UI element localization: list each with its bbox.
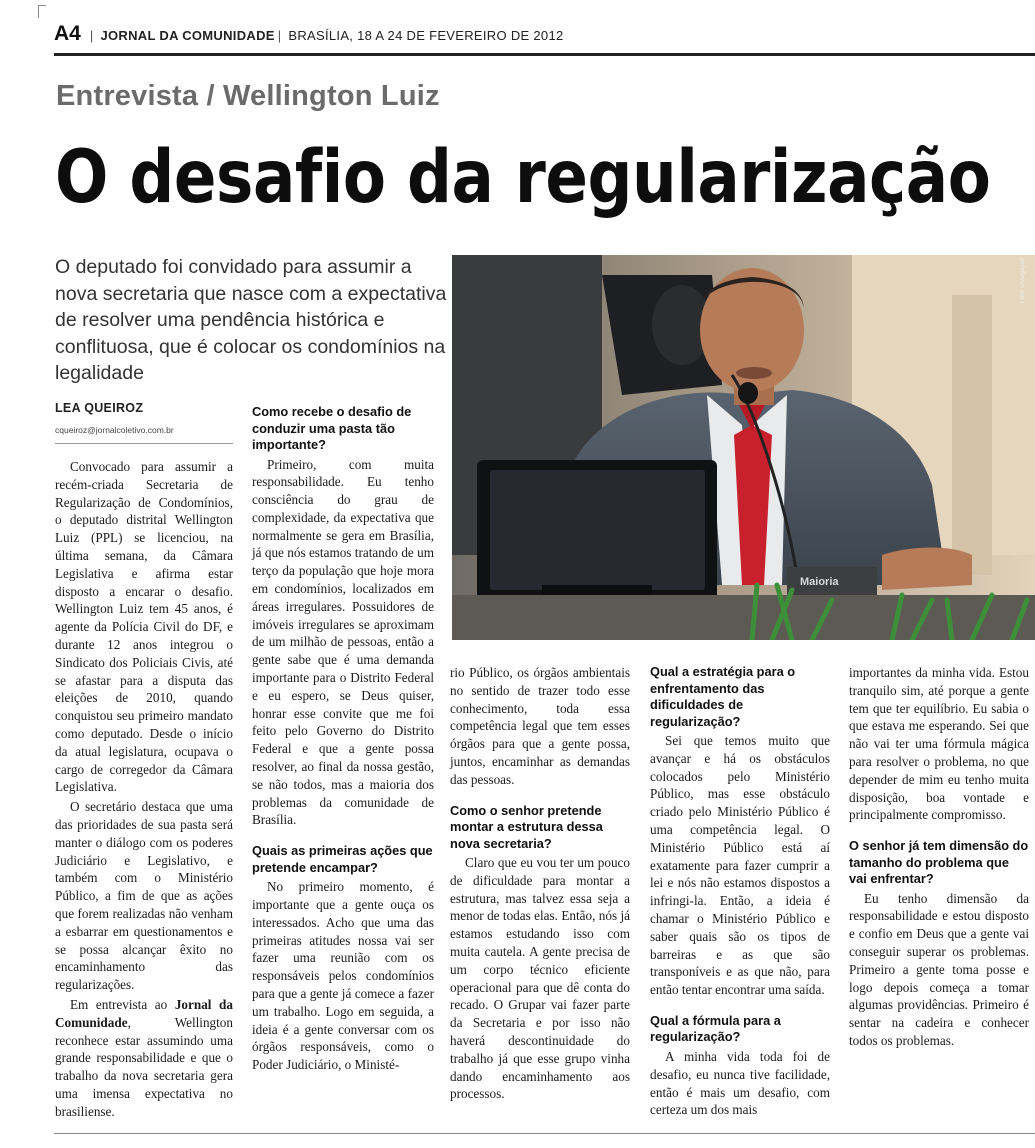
- interview-question: Qual a estratégia para o enfrentamento das dificuldades de regularização?: [650, 664, 796, 729]
- header-rule: [54, 53, 1035, 56]
- author-byline: LEA QUEIROZ: [55, 401, 144, 415]
- portrait-photo: [452, 255, 1035, 640]
- column-4: [650, 664, 830, 1119]
- interview-answer: Eu tenho dimensão da responsabilidade e estou disposto e confio em Deus que a gente vai conseguir superar os problemas. Primeiro a gente toma posse e logo depois começa a tomar algumas providências. Primeiro é sentar na cadeira e conhecer todos os problemas.: [849, 890, 1029, 1049]
- footer-rule: [54, 1133, 1035, 1134]
- dateline: BRASÍLIA, 18 A 24 DE FEVEREIRO DE 2012: [288, 28, 564, 43]
- column-2: [252, 404, 434, 1074]
- paragraph: Convocado para assumir a recém-criada Secretaria de Regularização de Condomínios, o deputado distrital Wellington Luiz (PPL) se licenciou, na última semana, da Câmara Legislativa e afirma estar disposto a encarar o desafio. Wellington Luiz tem 45 anos, é agente da Polícia Civil do DF, e durante 12 anos integrou o Sindicato dos Policiais Civis, até se afastar para a disputa das eleições de 2010, quando conquistou seu primeiro mandato como deputado. Desde o início da atual legislatura, ocupava o cargo de corregedor da Câmara Legislativa.: [55, 459, 233, 795]
- interview-question: Qual a fórmula para a regularização?: [650, 1012, 781, 1045]
- interview-answer: rio Público, os órgãos ambientais no sentido de trazer todo esse conhecimento, toda essa competência legal que tem esses órgãos para que a gente possa, juntos, encaminhar as demandas das pessoas.: [450, 665, 630, 787]
- interview-question: O senhor já tem dimensão do tamanho do problema que vai enfrentar?: [849, 838, 1029, 887]
- standfirst: O deputado foi convidado para assumir a nova secretaria que nasce com a expectativa de resolver uma pendência histórica e conflituosa, que é colocar os condomínios na legalidade: [55, 256, 447, 384]
- interview-answer: importantes da minha vida. Estou tranquilo sim, até porque a gente tem que ter equilíbrio. Eu sabia o que estava me esperando. Sei que não vai ter uma fórmula mágica para resolver o problema, no que depender de mim eu tenho muita disposição, boa vontade e principalmente compromisso.: [849, 665, 1029, 823]
- interview-answer: No primeiro momento, é importante que a gente ouça os interessados. Acho que uma das primeiras atitudes nossa vai ser fazer uma reunião com os responsáveis pelos condomínios para que a gente já comece a fazer um trabalho. Logo em seguida, a ideia é a gente conversar com os órgãos responsáveis, como o Poder Judiciário, o Ministé-: [252, 879, 434, 1073]
- interview-answer: Primeiro, com muita responsabilidade. Eu tenho consciência do grau de complexidade, da expectativa que normalmente se gera em Brasília, já que nós estamos tratando de um terço da população que hoje mora em condomínios, localizados em áreas irregulares. Possuidores de imóveis irregulares se aproximam de um milhão de pessoas, então a gente sabe que é uma demanda importante para o Distrito Federal e eu espero, se Deus quiser, honrar esse convite que me foi feito pelo Governo do Distrito Federal e que a gente possa resolver, ao final da nossa gestão, se não todos, mas a maioria dos problemas da comunidade de Brasília.: [252, 456, 434, 828]
- paragraph: O secretário destaca que uma das prioridades de sua pasta será manter o diálogo com os poderes Judiciário e Legislativo, e também com o Ministério Público, a fim de que as ações que forem realizadas não venham a esbarrar em questionamentos e se possa alcançar êxito no encaminhamento das regularizações.: [55, 799, 233, 993]
- newspaper-name: Jornal da Comunidade: [55, 996, 233, 1030]
- column-1: [55, 458, 233, 1120]
- paragraph: Em entrevista ao Jornal da Comunidade, Wellington reconhece estar assumindo uma grande responsabilidade e que o trabalho da nova secretaria gera uma imensa expectativa no brasiliense.: [55, 996, 233, 1119]
- byline-rule: [55, 443, 233, 444]
- interview-answer: Claro que eu vou ter um pouco de dificuldade para montar a estrutura, mas talvez essa seja a menor de todas elas. Então, nós já estamos estudando isso com muita cautela. A gente precisa de um corpo técnico eficiente operacional para que dê conta do recado. O Grupar vai fazer parte da Secretaria e por isso não haverá descontinuidade do trabalho já que esse grupo vinha dando encaminhamento aos processos.: [450, 855, 630, 1102]
- interview-question: Como recebe o desafio de conduzir uma pasta tão importante?: [252, 404, 412, 452]
- interview-answer: A minha vida toda foi de desafio, eu nunca tive facilidade, então é mais um desafio, com certeza um dos mais: [650, 1048, 830, 1118]
- interview-question: Quais as primeiras ações que pretende encampar?: [252, 843, 433, 875]
- microphone-label: Maioria: [800, 576, 839, 588]
- interview-question: Como o senhor pretende montar a estrutura dessa nova secretaria?: [450, 802, 603, 851]
- publication-name: JORNAL DA COMUNIDADE: [100, 28, 275, 43]
- column-5: [849, 664, 1029, 1050]
- author-email: cqueiroz@jornalcoletivo.com.br: [55, 425, 174, 435]
- interview-answer: Sei que temos muito que avançar e há os obstáculos colocados pelo Ministério Público, mas esse obstáculo criado pelo Ministério Público é uma competência legal. O Ministério Público está aí exatamente para fazer cumprir a lei e nós não estamos dispostos a infringi-la. Então, a ideia é chamar o Ministério Público e saber quais são os tipos de barreiras e as que são transponíveis e as que não, para então tentar encontrar uma saída.: [650, 733, 830, 998]
- crop-mark: [38, 5, 46, 18]
- headline: O desafio da regularização: [55, 135, 991, 220]
- page-folio: A4 | JORNAL DA COMUNIDADE | BRASÍLIA, 18 A 24 DE FEVEREIRO DE 2012: [54, 22, 564, 45]
- photo-credit: Foto: Divulgação: [1020, 258, 1026, 304]
- column-3: [450, 664, 630, 1103]
- section-kicker: Entrevista / Wellington Luiz: [56, 80, 440, 112]
- page-number: A4: [54, 22, 81, 45]
- portrait-photo-image: [452, 255, 1035, 640]
